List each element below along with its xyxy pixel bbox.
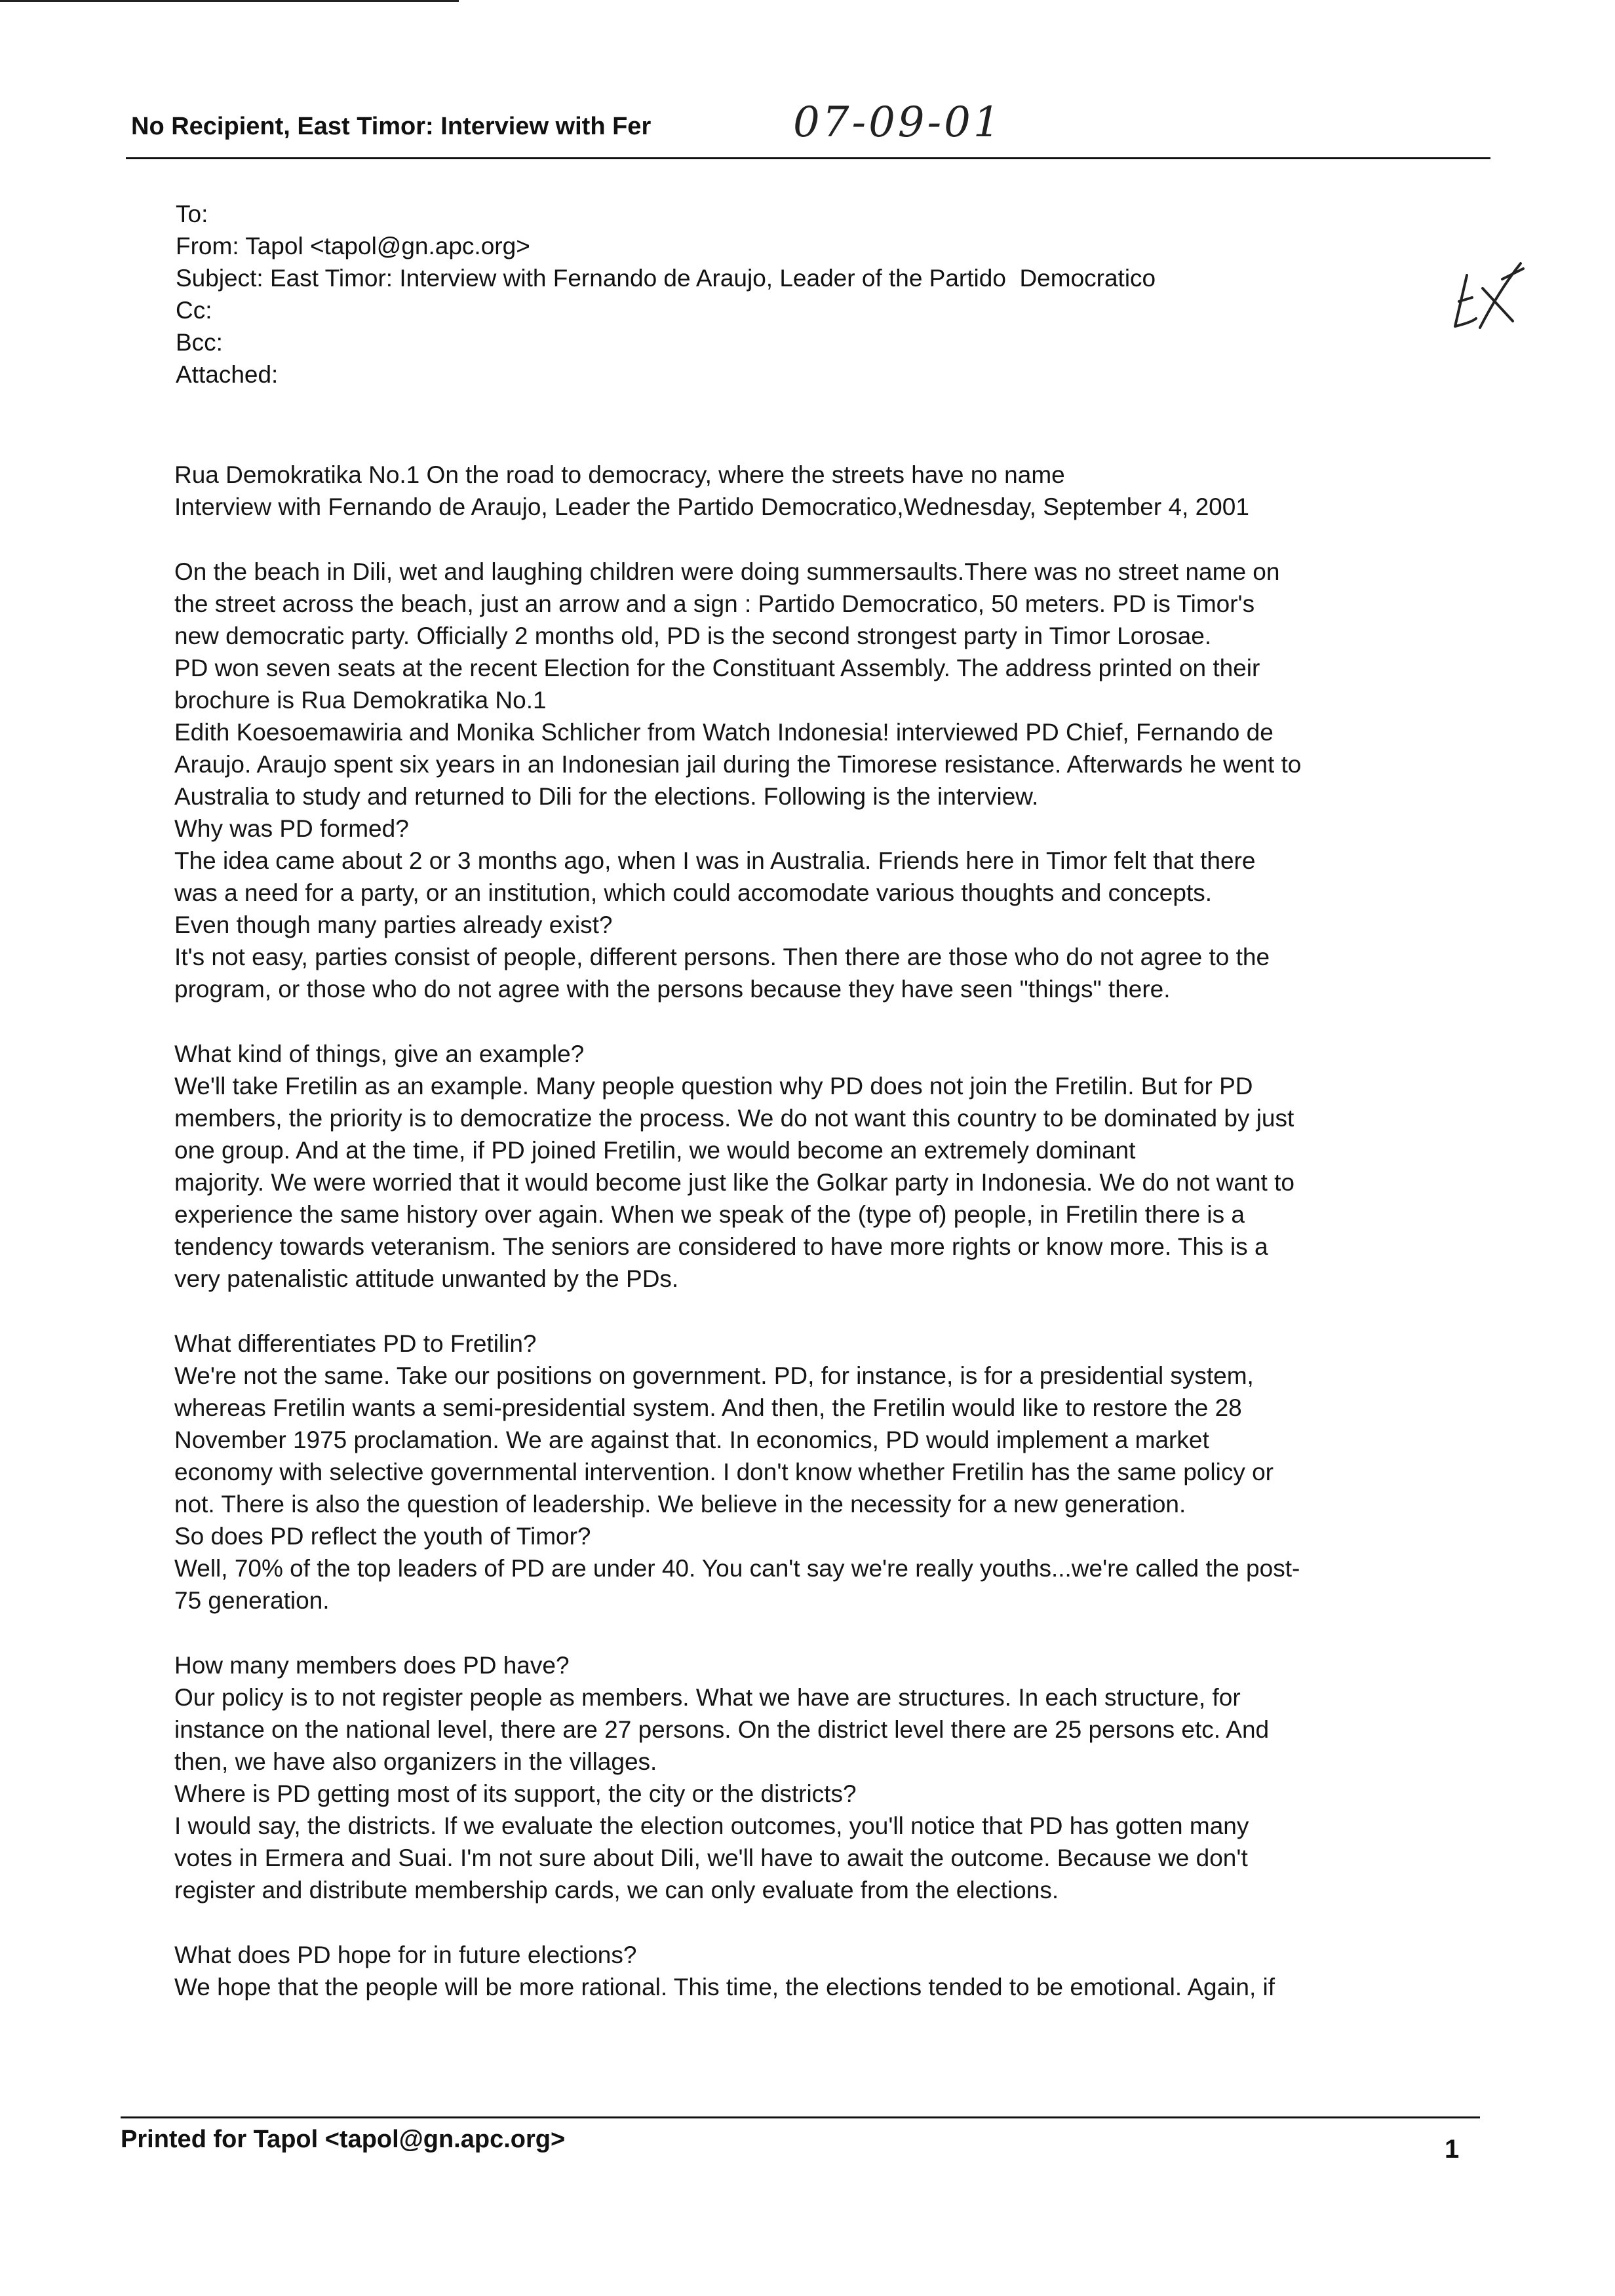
body-line: 75 generation. bbox=[174, 1587, 330, 1614]
body-line: November 1975 proclamation. We are against that. In economics, PD would implement a market bbox=[174, 1426, 1209, 1453]
body-line: very patenalistic attitude unwanted by the PDs. bbox=[174, 1265, 679, 1292]
meta-cc: Cc: bbox=[176, 297, 212, 324]
document-header-title: No Recipient, East Timor: Interview with Fer bbox=[131, 113, 652, 140]
paragraph-gap bbox=[174, 1005, 1485, 1038]
body-line: The idea came about 2 or 3 months ago, when I was in Australia. Friends here in Timor felt that there bbox=[174, 847, 1256, 874]
scan-edge-mark bbox=[0, 0, 459, 2]
handwritten-ex-mark bbox=[1442, 249, 1534, 341]
body-line: Our policy is to not register people as members. What we have are structures. In each structure, for bbox=[174, 1684, 1241, 1711]
body-line: What differentiates PD to Fretilin? bbox=[174, 1330, 537, 1357]
body-line: instance on the national level, there are 27 persons. On the district level there are 25 persons etc. And bbox=[174, 1716, 1270, 1743]
footer-rule bbox=[121, 2116, 1480, 2118]
body-line: economy with selective governmental intervention. I don't know whether Fretilin has the same policy or bbox=[174, 1459, 1274, 1485]
body-line: Araujo. Araujo spent six years in an Indonesian jail during the Timorese resistance. Afterwards he went to bbox=[174, 751, 1302, 778]
paragraph-gap bbox=[174, 1906, 1485, 1939]
body-line: the street across the beach, just an arrow and a sign : Partido Democratico, 50 meters. PD is Timor's bbox=[174, 590, 1255, 617]
body-line: one group. And at the time, if PD joined Fretilin, we would become an extremely dominant bbox=[174, 1137, 1136, 1164]
page-number: 1 bbox=[1445, 2135, 1460, 2164]
body-line: was a need for a party, or an institution, which could accomodate various thoughts and concepts. bbox=[174, 879, 1213, 906]
body-line: votes in Ermera and Suai. I'm not sure about Dili, we'll have to await the outcome. Because we don't bbox=[174, 1845, 1248, 1871]
document-body bbox=[174, 459, 1485, 2003]
body-line: Even though many parties already exist? bbox=[174, 911, 613, 938]
body-line: What kind of things, give an example? bbox=[174, 1041, 585, 1067]
body-line: I would say, the districts. If we evaluate the election outcomes, you'll notice that PD has gotten many bbox=[174, 1812, 1249, 1839]
body-line: It's not easy, parties consist of people, different persons. Then there are those who do not agree to the bbox=[174, 944, 1270, 970]
paragraph-gap bbox=[174, 1295, 1485, 1328]
body-line: not. There is also the question of leadership. We believe in the necessity for a new generation. bbox=[174, 1491, 1186, 1518]
header-rule bbox=[126, 157, 1490, 159]
body-line: On the beach in Dili, wet and laughing children were doing summersaults.There was no street name on bbox=[174, 558, 1280, 585]
meta-from: From: Tapol <tapol@gn.apc.org> bbox=[176, 233, 530, 259]
body-line: So does PD reflect the youth of Timor? bbox=[174, 1523, 591, 1550]
email-meta bbox=[176, 198, 1156, 391]
body-line: Australia to study and returned to Dili for the elections. Following is the interview. bbox=[174, 783, 1039, 810]
meta-attached: Attached: bbox=[176, 361, 279, 388]
body-line: Where is PD getting most of its support, the city or the districts? bbox=[174, 1780, 857, 1807]
body-line: then, we have also organizers in the villages. bbox=[174, 1748, 657, 1775]
body-line: What does PD hope for in future elections? bbox=[174, 1942, 637, 1968]
body-line: We'll take Fretilin as an example. Many people question why PD does not join the Fretilin. But for PD bbox=[174, 1073, 1253, 1100]
meta-bcc: Bcc: bbox=[176, 329, 223, 356]
body-line: Why was PD formed? bbox=[174, 815, 409, 842]
meta-subject: Subject: East Timor: Interview with Fernando de Araujo, Leader of the Partido Democratico bbox=[176, 265, 1156, 292]
body-line: Interview with Fernando de Araujo, Leader the Partido Democratico,Wednesday, September 4, 2001 bbox=[174, 493, 1249, 520]
body-line: Well, 70% of the top leaders of PD are under 40. You can't say we're really youths...we're called the post- bbox=[174, 1555, 1300, 1582]
body-line: PD won seven seats at the recent Election for the Constituant Assembly. The address printed on their bbox=[174, 655, 1260, 681]
body-line: new democratic party. Officially 2 months old, PD is the second strongest party in Timor Lorosae. bbox=[174, 622, 1212, 649]
body-line: program, or those who do not agree with the persons because they have seen "things" there. bbox=[174, 976, 1171, 1003]
footer-printed-for: Printed for Tapol <tapol@gn.apc.org> bbox=[121, 2126, 566, 2153]
body-line: Edith Koesoemawiria and Monika Schlicher from Watch Indonesia! interviewed PD Chief, Fernando de bbox=[174, 719, 1274, 746]
body-line: Rua Demokratika No.1 On the road to democracy, where the streets have no name bbox=[174, 461, 1065, 488]
body-line: We're not the same. Take our positions on government. PD, for instance, is for a presidential system, bbox=[174, 1362, 1254, 1389]
body-line: brochure is Rua Demokratika No.1 bbox=[174, 687, 547, 714]
paragraph-gap bbox=[174, 1617, 1485, 1649]
body-line: How many members does PD have? bbox=[174, 1652, 570, 1679]
body-line: tendency towards veteranism. The seniors are considered to have more rights or know more. This is a bbox=[174, 1233, 1268, 1260]
paragraph-gap bbox=[174, 523, 1485, 556]
body-line: whereas Fretilin wants a semi-presidential system. And then, the Fretilin would like to restore the 28 bbox=[174, 1394, 1242, 1421]
body-line: experience the same history over again. When we speak of the (type of) people, in Fretilin there is a bbox=[174, 1201, 1245, 1228]
body-line: We hope that the people will be more rational. This time, the elections tended to be emotional. Again, if bbox=[174, 1974, 1275, 2000]
body-line: register and distribute membership cards, we can only evaluate from the elections. bbox=[174, 1877, 1059, 1904]
body-line: members, the priority is to democratize the process. We do not want this country to be dominated by just bbox=[174, 1105, 1294, 1132]
meta-to: To: bbox=[176, 201, 208, 227]
body-line: majority. We were worried that it would become just like the Golkar party in Indonesia. We do not want to bbox=[174, 1169, 1294, 1196]
handwritten-date: 07-09-01 bbox=[793, 98, 1003, 147]
